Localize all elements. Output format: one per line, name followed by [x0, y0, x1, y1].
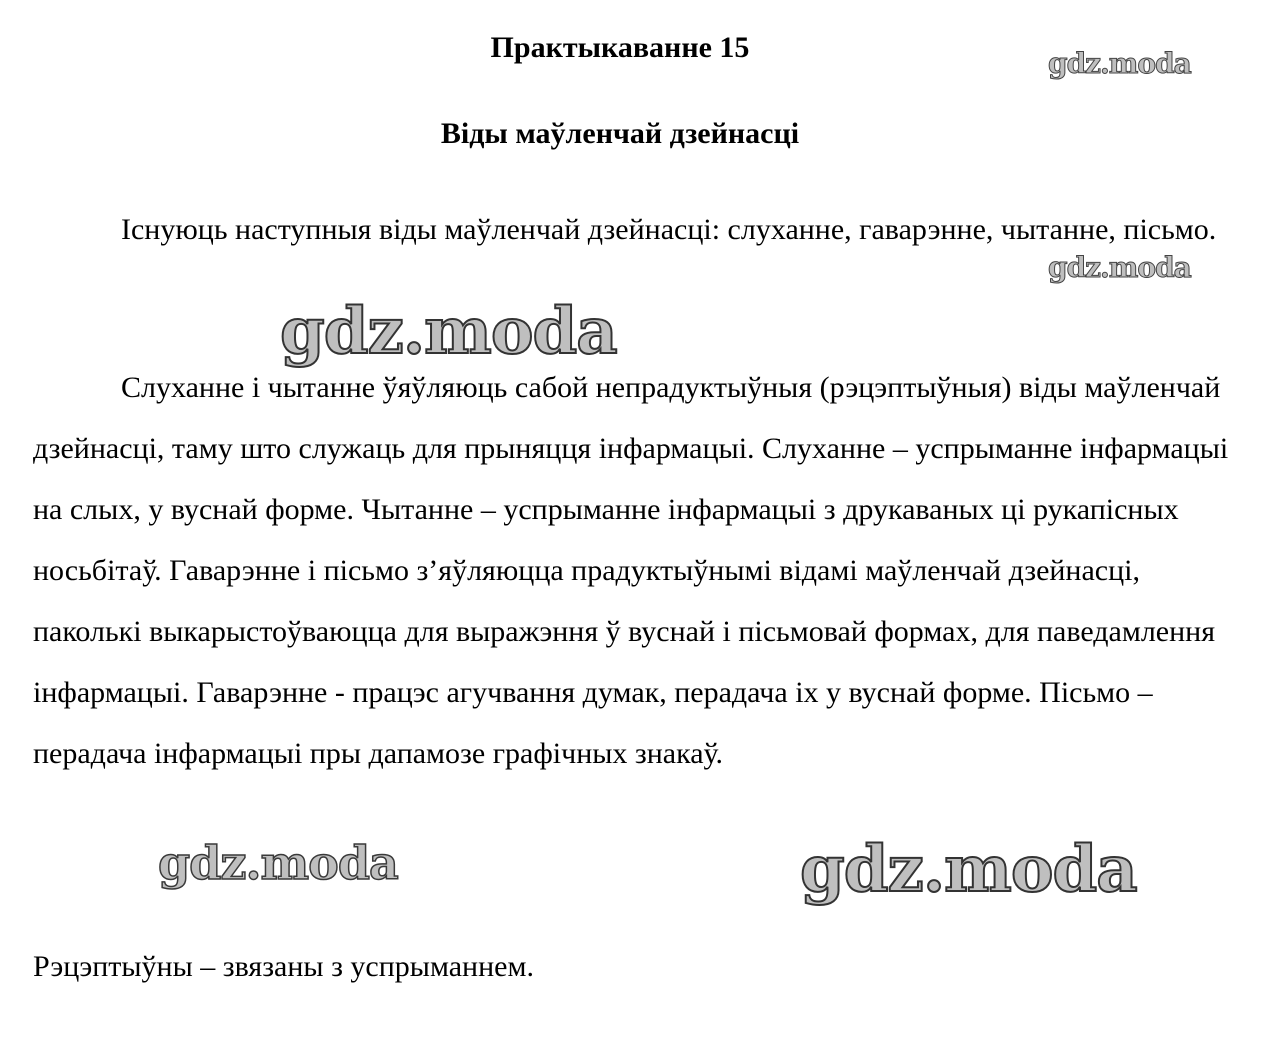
watermark-top-right: gdz.moda: [1048, 47, 1191, 80]
paragraph-main: Слуханне і чытанне ўяўляюць сабой непрадуктыўныя (рэцэптыўныя) віды маўленчай дзейнасці, таму што служаць для прыняцця інфармацыі. Слуханне – успрыманне інфармацыі на слых, у вуснай форме. Чытанне – успрыманне інфармацыі з друкаваных ці рукапісных носьбітаў. Гаварэнне і пісьмо з’яўляюцца прадуктыўнымі відамі маўленчай дзейнасці, паколькі выкарыстоўваюцца для выражэння ў вуснай і пісьмовай формах, для паведамлення інфармацыі. Гаварэнне - працэс агучвання думак, перадача іх у вуснай форме. Пісьмо – перадача інфармацыі пры дапамозе графічных знакаў.: [33, 371, 1229, 770]
watermark-bottom-left: gdz.moda: [158, 836, 398, 890]
watermark-bottom-right: gdz.moda: [800, 832, 1137, 907]
watermark-right: gdz.moda: [1048, 251, 1191, 284]
exercise-subtitle: Віды маўленчай дзейнасці: [440, 117, 800, 150]
paragraph-definition: Рэцэптыўны – звязаны з успрыманнем.: [33, 950, 534, 983]
paragraph-intro: Існуюць наступныя віды маўленчай дзейнасці: слуханне, гаварэнне, чытанне, пісьмо.: [121, 213, 1217, 246]
exercise-title: Практыкаванне 15: [490, 31, 750, 64]
watermark-center: gdz.moda: [280, 294, 617, 369]
